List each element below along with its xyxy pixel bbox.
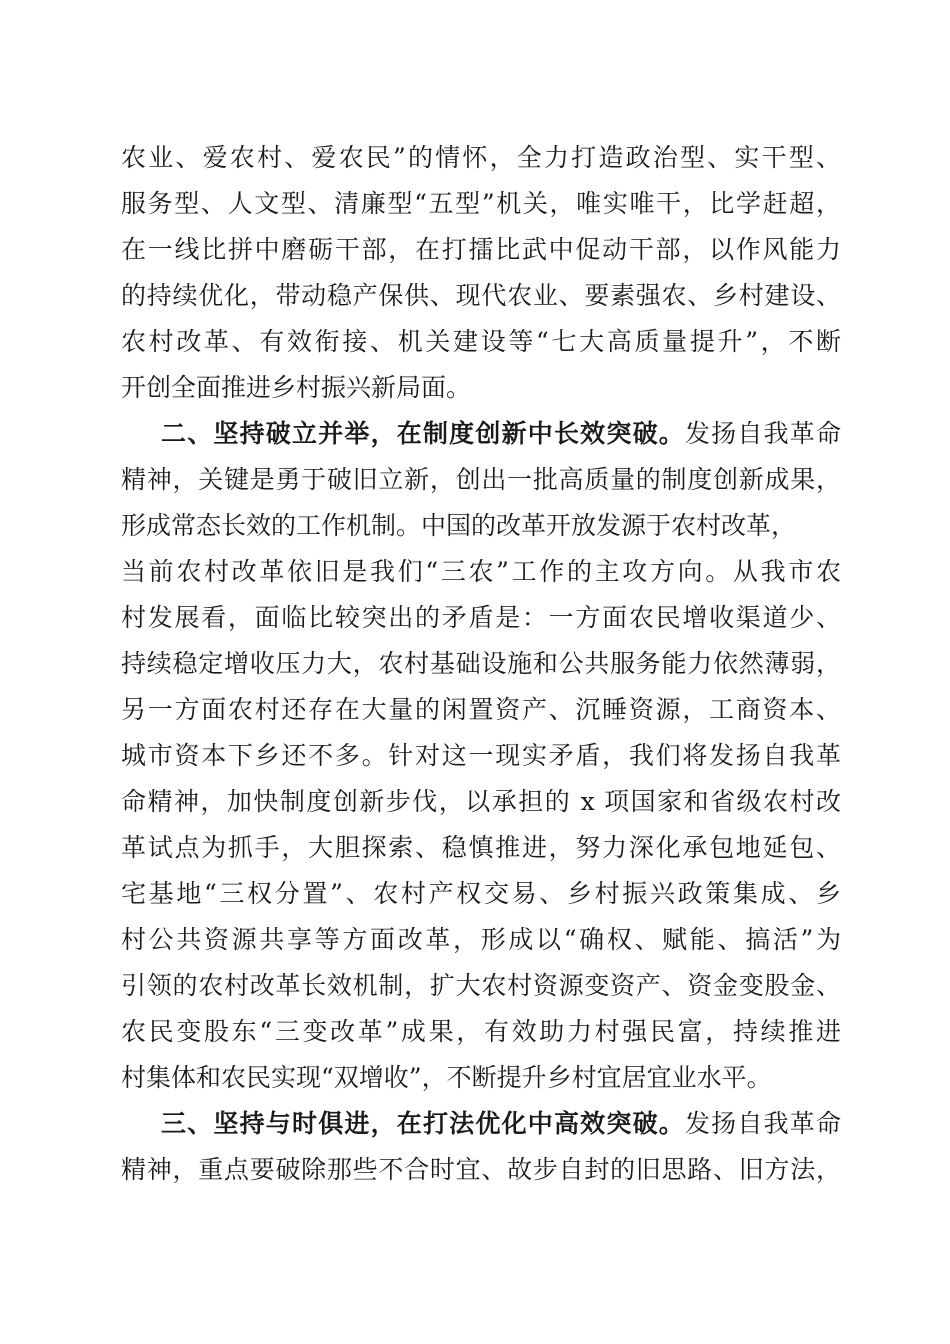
paragraph-3-heading: 三、坚持与时俱进，在打法优化中高效突破。 [161, 1109, 685, 1138]
paragraph-2-line-4: 当前农村改革依旧是我们“三农”工作的主攻方向。从我市农 [121, 557, 841, 586]
paragraph-1-line-5: 农村改革、有效衔接、机关建设等“七大高质量提升”，不断 [121, 327, 841, 356]
paragraph-3-line-2: 精神，重点要破除那些不合时宜、故步自封的旧思路、旧方法， [121, 1155, 841, 1184]
paragraph-3-first-line [161, 1104, 841, 1144]
paragraph-2-line-10: 革试点为抓手，大胆探索、稳慎推进，努力深化承包地延包、 [121, 833, 841, 862]
paragraph-2-first-line [161, 414, 841, 454]
paragraph-2-line-3: 形成常态长效的工作机制。中国的改革开放发源于农村改革， [121, 511, 797, 540]
paragraph-3-first-line-rest: 发扬自我革命 [684, 1109, 841, 1138]
paragraph-2-line-2: 精神，关键是勇于破旧立新，创出一批高质量的制度创新成果， [121, 465, 841, 494]
paragraph-1-line-1: 农业、爱农村、爱农民”的情怀，全力打造政治型、实干型、 [121, 143, 841, 172]
paragraph-1-line-4: 的持续优化，带动稳产保供、现代农业、要素强农、乡村建设、 [121, 281, 841, 310]
paragraph-2-heading: 二、坚持破立并举，在制度创新中长效突破。 [161, 419, 685, 448]
paragraph-2-line-8: 城市资本下乡还不多。针对这一现实矛盾，我们将发扬自我革 [121, 741, 841, 770]
paragraph-1-line-3: 在一线比拼中磨砺干部，在打擂比武中促动干部，以作风能力 [121, 235, 841, 264]
paragraph-2-line-9: 命精神，加快制度创新步伐，以承担的 x 项国家和省级农村改 [121, 787, 841, 816]
paragraph-2-line-15: 村集体和农民实现“双增收”，不断提升乡村宜居宜业水平。 [121, 1063, 772, 1092]
paragraph-2-line-14: 农民变股东“三变改革”成果，有效助力村强民富，持续推进 [121, 1017, 841, 1046]
paragraph-2-line-7: 另一方面农村还存在大量的闲置资产、沉睡资源，工商资本、 [121, 695, 841, 724]
paragraph-1-line-6: 开创全面推进乡村振兴新局面。 [121, 373, 472, 402]
paragraph-2-line-11: 宅基地“三权分置”、农村产权交易、乡村振兴政策集成、乡 [121, 879, 841, 908]
paragraph-2-line-13: 引领的农村改革长效机制，扩大农村资源变资产、资金变股金、 [121, 971, 841, 1000]
paragraph-2-line-5: 村发展看，面临比较突出的矛盾是：一方面农民增收渠道少、 [121, 603, 841, 632]
paragraph-2-first-line-rest: 发扬自我革命 [684, 419, 841, 448]
paragraph-2-line-6: 持续稳定增收压力大，农村基础设施和公共服务能力依然薄弱， [121, 649, 841, 678]
paragraph-2-line-12: 村公共资源共享等方面改革，形成以“确权、赋能、搞活”为 [121, 925, 841, 954]
paragraph-1-line-2: 服务型、人文型、清廉型“五型”机关，唯实唯干，比学赶超， [121, 189, 841, 218]
